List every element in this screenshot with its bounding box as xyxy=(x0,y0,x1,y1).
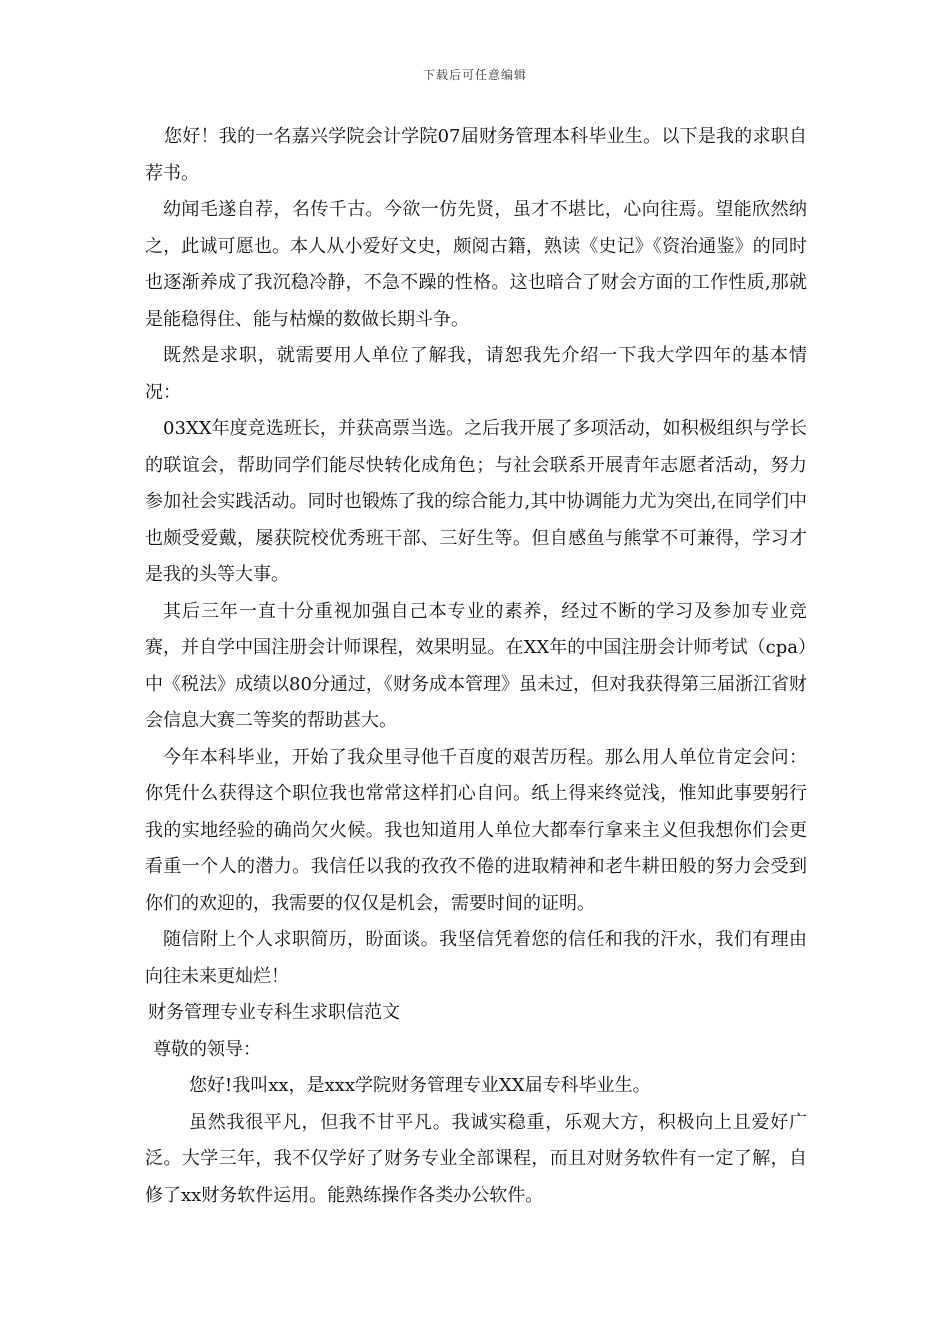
paragraph: 虽然我很平凡，但我不甘平凡。我诚实稳重，乐观大方，积极向上且爱好广泛。大学三年，我不仅学好了财务专业全部课程，而且对财务软件有一定了解，自修了xx财务软件运用。能熟练操作各类办公软件。 xyxy=(145,1111,807,1206)
document-body xyxy=(145,119,807,1214)
page-header: 下载后可任意编辑 xyxy=(422,68,527,82)
paragraph: 既然是求职，就需要用人单位了解我，请恕我先介绍一下我大学四年的基本情况： xyxy=(145,345,807,403)
paragraph: 今年本科毕业，开始了我众里寻他千百度的艰苦历程。那么用人单位肯定会问：你凭什么获得这个职位我也常常这样扪心自问。纸上得来终觉浅，惟知此事要躬行我的实地经验的确尚欠火候。我也知道用人单位大都奉行拿来主义但我想你们会更看重一个人的潜力。我信任以我的孜孜不倦的进取精神和老牛耕田般的努力会受到你们的欢迎的，我需要的仅仅是机会，需要时间的证明。 xyxy=(145,746,807,914)
paragraph: 03XX年度竞选班长，并获高票当选。之后我开展了多项活动，如积极组织与学长的联谊会，帮助同学们能尽快转化成角色；与社会联系开展青年志愿者活动，努力参加社会实践活动。同时也锻炼了我的综合能力,其中协调能力尤为突出,在同学们中也颇受爱戴，屡获院校优秀班干部、三好生等。但自感鱼与熊掌不可兼得，学习才是我的头等大事。 xyxy=(145,418,807,585)
paragraph: 随信附上个人求职简历，盼面谈。我坚信凭着您的信任和我的汗水，我们有理由向往未来更灿烂！ xyxy=(145,929,807,987)
salutation: 尊敬的领导： xyxy=(153,1038,261,1060)
section-title: 财务管理专业专科生求职信范文 xyxy=(148,1002,400,1023)
paragraph: 您好!我叫xx，是xxx学院财务管理专业XX届专科毕业生。 xyxy=(189,1075,651,1096)
paragraph: 幼闻毛遂自荐，名传千古。今欲一仿先贤，虽才不堪比，心向往焉。望能欣然纳之，此诚可愿也。本人从小爱好文史，颇阅古籍，熟读《史记》《资治通鉴》的同时也逐渐养成了我沉稳冷静，不急不躁的性格。这也暗合了财会方面的工作性质,那就是能稳得住、能与枯燥的数做长期斗争。 xyxy=(145,199,807,330)
paragraph: 您好！我的一名嘉兴学院会计学院07届财务管理本科毕业生。以下是我的求职自荐书。 xyxy=(145,126,807,184)
paragraph: 其后三年一直十分重视加强自己本专业的素养，经过不断的学习及参加专业竞赛，并自学中国注册会计师课程，效果明显。在XX年的中国注册会计师考试（cpa）中《税法》成绩以80分通过，《财务成本管理》虽未过，但对我获得第三届浙江省财会信息大赛二等奖的帮助甚大。 xyxy=(145,600,807,731)
